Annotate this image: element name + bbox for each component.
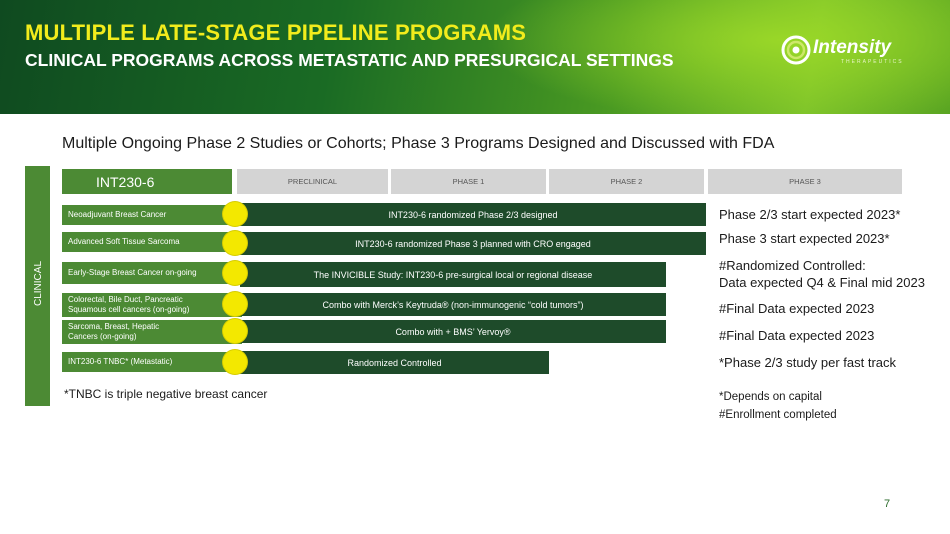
indication-label: Advanced Soft Tissue Sarcoma xyxy=(62,232,242,252)
drug-name-header: INT230-6 xyxy=(62,169,232,194)
note-enrollment: #Enrollment completed xyxy=(719,409,837,421)
logo-tagline: THERAPEUTICS xyxy=(841,59,904,65)
status-dot-icon xyxy=(223,319,247,343)
progress-bar: INT230-6 randomized Phase 2/3 designed xyxy=(240,203,706,226)
page-number: 7 xyxy=(884,498,891,510)
indication-label-line2: Squamous cell cancers (on-going) xyxy=(68,305,190,314)
row-status: #Final Data expected 2023 xyxy=(719,301,875,316)
indication-label-line1: Sarcoma, Breast, Hepatic xyxy=(68,322,160,331)
status-dot-icon xyxy=(223,202,247,226)
clinical-side-bar xyxy=(25,166,50,406)
note-capital: *Depends on capital xyxy=(719,391,822,403)
indication-label: Neoadjuvant Breast Cancer xyxy=(62,205,242,225)
row-status-line1: #Randomized Controlled: xyxy=(719,258,866,273)
indication-label: Early-Stage Breast Cancer on-going xyxy=(62,262,242,284)
progress-bar: Combo with Merck’s Keytruda® (non-immunogenic “cold tumors”) xyxy=(240,293,666,316)
indication-label-line1: Colorectal, Bile Duct, Pancreatic xyxy=(68,295,183,304)
row-status: Phase 2/3 start expected 2023* xyxy=(719,207,901,222)
row-status xyxy=(719,257,925,291)
phase-header-phase3: PHASE 3 xyxy=(708,169,902,194)
row-status: Phase 3 start expected 2023* xyxy=(719,231,890,246)
logo-swirl-icon xyxy=(781,35,811,65)
row-status: #Final Data expected 2023 xyxy=(719,328,875,343)
status-dot-icon xyxy=(223,350,247,374)
progress-bar: Combo with + BMS’ Yervoy® xyxy=(240,320,666,343)
logo-name: Intensity xyxy=(813,37,892,58)
clinical-label: CLINICAL xyxy=(33,260,45,307)
slide-subtitle: CLINICAL PROGRAMS ACROSS METASTATIC AND PRESURGICAL SETTINGS xyxy=(25,50,674,70)
slide-title: MULTIPLE LATE-STAGE PIPELINE PROGRAMS xyxy=(25,20,527,45)
status-dot-icon xyxy=(223,231,247,255)
progress-bar: INT230-6 randomized Phase 3 planned with CRO engaged xyxy=(240,232,706,255)
section-title: Multiple Ongoing Phase 2 Studies or Cohorts; Phase 3 Programs Designed and Discussed with FDA xyxy=(62,135,775,152)
phase-header-preclinical: PRECLINICAL xyxy=(237,169,388,194)
status-dot-icon xyxy=(223,261,247,285)
indication-label: INT230-6 TNBC* (Metastatic) xyxy=(62,352,242,372)
row-status: *Phase 2/3 study per fast track xyxy=(719,355,897,370)
indication-label xyxy=(62,320,242,344)
footnote: *TNBC is triple negative breast cancer xyxy=(64,387,268,401)
progress-bar: The INVICIBLE Study: INT230-6 pre-surgical local or regional disease xyxy=(240,262,666,287)
company-logo xyxy=(781,33,921,69)
status-dot-icon xyxy=(223,292,247,316)
phase-header-phase2: PHASE 2 xyxy=(549,169,704,194)
indication-label-line2: Cancers (on-going) xyxy=(68,332,137,341)
progress-bar: Randomized Controlled xyxy=(240,351,549,374)
row-status-line2: Data expected Q4 & Final mid 2023 xyxy=(719,275,925,290)
header-banner xyxy=(0,0,950,114)
indication-label xyxy=(62,293,242,317)
phase-header-phase1: PHASE 1 xyxy=(391,169,546,194)
